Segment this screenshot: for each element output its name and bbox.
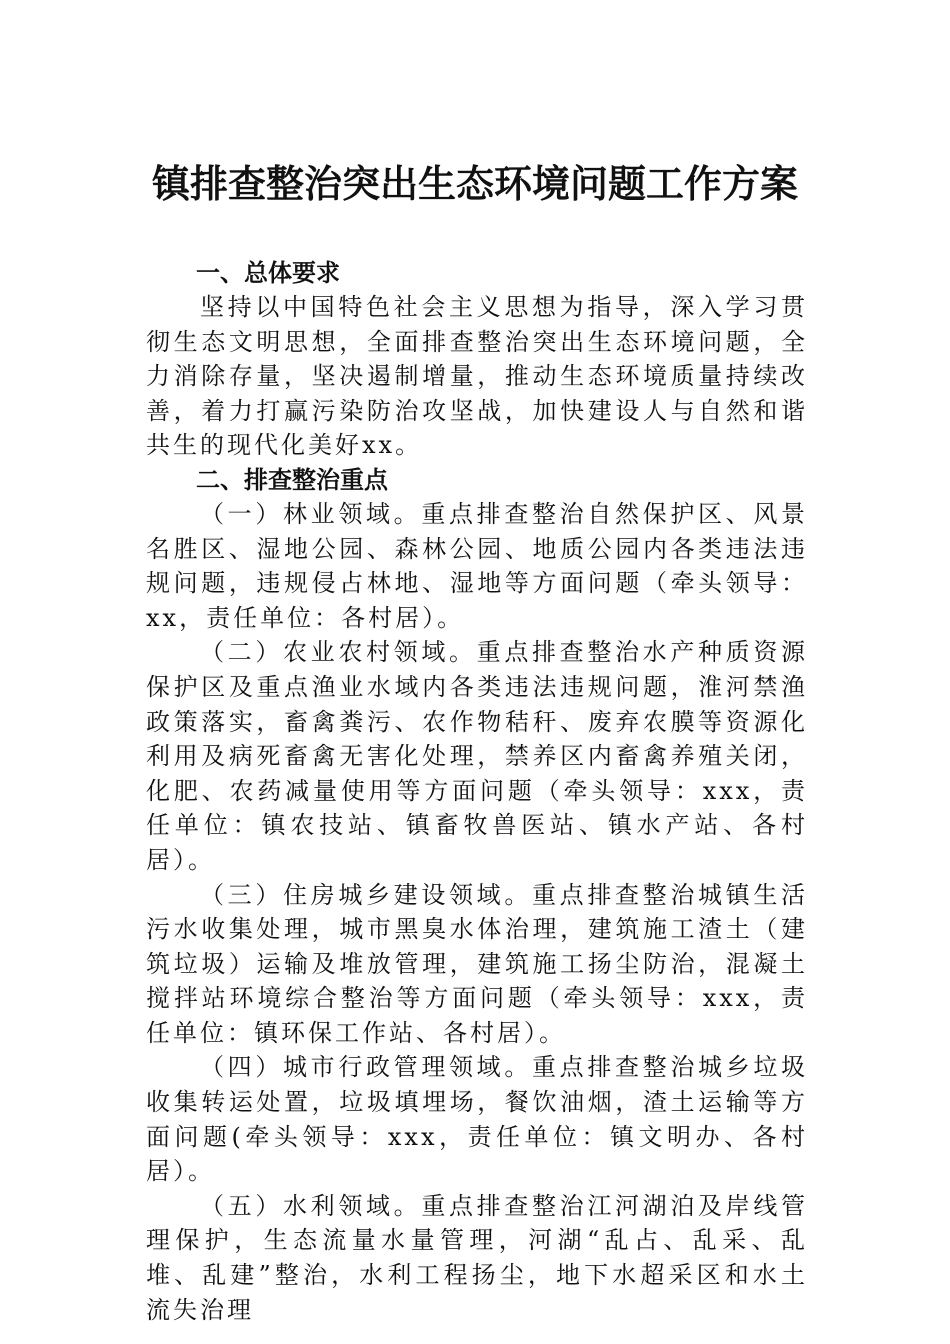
paragraph-forestry: （一）林业领域。重点排查整治自然保护区、风景名胜区、湿地公园、森林公园、地质公园内各类违法违规问题，违规侵占林地、湿地等方面问题（牵头领导：xx，责任单位：各村居）。 — [146, 499, 808, 632]
paragraph-urban-admin: （四）城市行政管理领域。重点排查整治城乡垃圾收集转运处置，垃圾填埋场，餐饮油烟，渣土运输等方面问题(牵头领导：xxx，责任单位：镇文明办、各村居）。 — [146, 1053, 808, 1186]
paragraph-water: （五）水利领域。重点排查整治江河湖泊及岸线管理保护，生态流量水量管理，河湖“乱占、乱采、乱堆、乱建”整治，水利工程扬尘，地下水超采区和水土流失治理 — [146, 1191, 808, 1324]
paragraph-housing: （三）住房城乡建设领域。重点排查整治城镇生活污水收集处理，城市黑臭水体治理，建筑施工渣土（建筑垃圾）运输及堆放管理，建筑施工扬尘防治，混凝土搅拌站环境综合整治等方面问题（牵头领导：xxx，责任单位：镇环保工作站、各村居）。 — [146, 880, 808, 1047]
paragraph-agriculture: （二）农业农村领域。重点排查整治水产种质资源保护区及重点渔业水域内各类违法违规问题，淮河禁渔政策落实，畜禽粪污、农作物秸秆、废弃农膜等资源化利用及病死畜禽无害化处理，禁养区内畜禽养殖关闭，化肥、农药减量使用等方面问题（牵头领导：xxx，责任单位：镇农技站、镇畜牧兽医站、镇水产站、各村居）。 — [146, 638, 808, 874]
section-heading-requirements: 一、总体要求 — [196, 259, 340, 287]
section-heading-key-areas: 二、排查整治重点 — [196, 465, 388, 494]
document-title: 镇排查整治突出生态环境问题工作方案 — [151, 161, 798, 206]
paragraph-requirements: 坚持以中国特色社会主义思想为指导，深入学习贯彻生态文明思想，全面排查整治突出生态环境问题，全力消除存量，坚决遏制增量，推动生态环境质量持续改善，着力打赢污染防治攻坚战，加快建设人与自然和谐共生的现代化美好xx。 — [146, 293, 808, 460]
document-body — [146, 256, 808, 1327]
